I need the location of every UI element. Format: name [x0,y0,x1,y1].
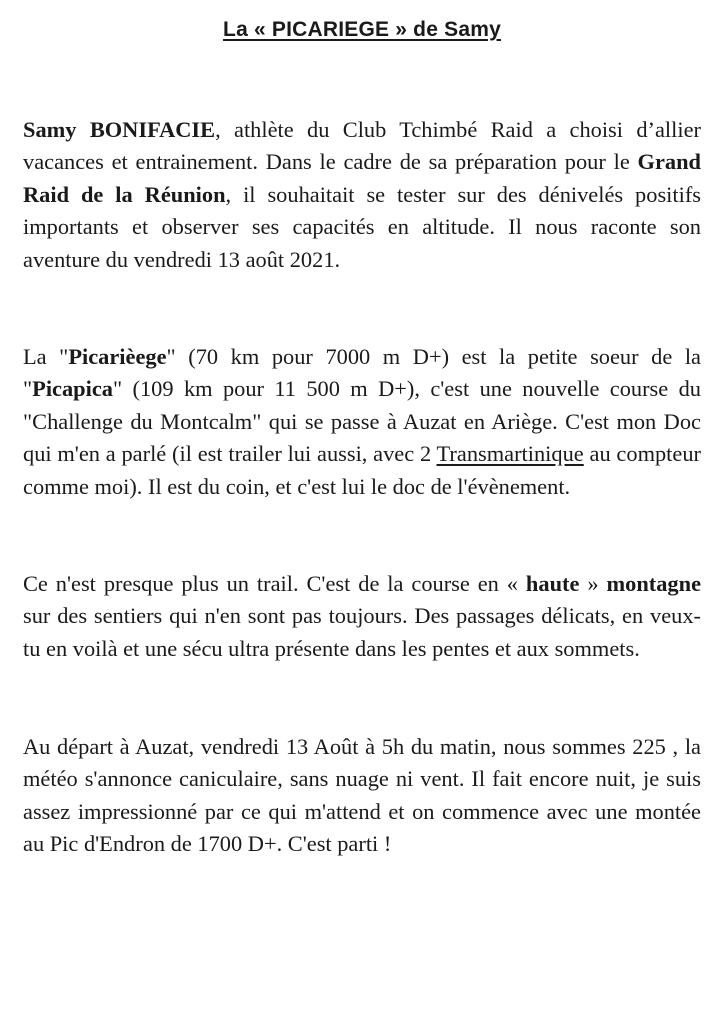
intro-text-1: , athlète du Club Tchimbé Raid a choisi d’allier vacances et entrainement. Dans le cadre de sa préparation pour le [23,117,701,175]
race-text-4: au compteur comme moi). Il est du coin, et c'est lui le doc de l'évènement. [23,441,701,499]
start-paragraph: Au départ à Auzat, vendredi 13 Août à 5h du matin, nous sommes 225 , la météo s'annonce caniculaire, sans nuage ni vent. Il fait encore nuit, je suis assez impressionné par ce qui m'attend et on commence avec une montée au Pic d'Endron de 1700 D+. C'est parti ! [23,734,701,857]
picapica-name: Picapica [32,376,113,402]
race-text-3: " (109 km pour 11 500 m D+), c'est une nouvelle course du "Challenge du Montcalm" qui se passe à Auzat en Ariège. C'est mon Doc qui m'en a parlé (il est trailer lui aussi, avec 2 [23,376,701,467]
race-text-2: " (70 km pour 7000 m D+) est la petite soeur de la " [23,344,701,402]
intro-paragraph [23,114,701,276]
intro-text-2: , il souhaitait se tester sur des dénivelés positifs importants et observer ses capacités en altitude. Il nous raconte son aventure du vendredi 13 août 2021. [23,181,701,272]
race-text-1: La " [23,344,69,369]
montagne-word: montagne [606,571,702,596]
mountain-text-3: sur des sentiers qui n'en sont pas toujours. Des passages délicats, en veux-tu en voilà et une sécu ultra présente dans les pentes et aux sommets. [23,603,701,661]
haute-word: haute [525,571,580,596]
race-name: Grand Raid de la Réunion [23,149,701,207]
transmartinique-link: Transmartinique [436,441,584,467]
race-description-paragraph [23,341,701,503]
athlete-name: Samy BONIFACIE [23,117,216,142]
mountain-text-1: Ce n'est presque plus un trail. C'est de la course en « [23,571,526,596]
document-title: La « PICARIEGE » de Samy [223,18,501,41]
picariege-name: Picarièege [68,344,167,369]
mountain-paragraph [23,568,701,665]
mountain-text-2: » [579,571,607,596]
